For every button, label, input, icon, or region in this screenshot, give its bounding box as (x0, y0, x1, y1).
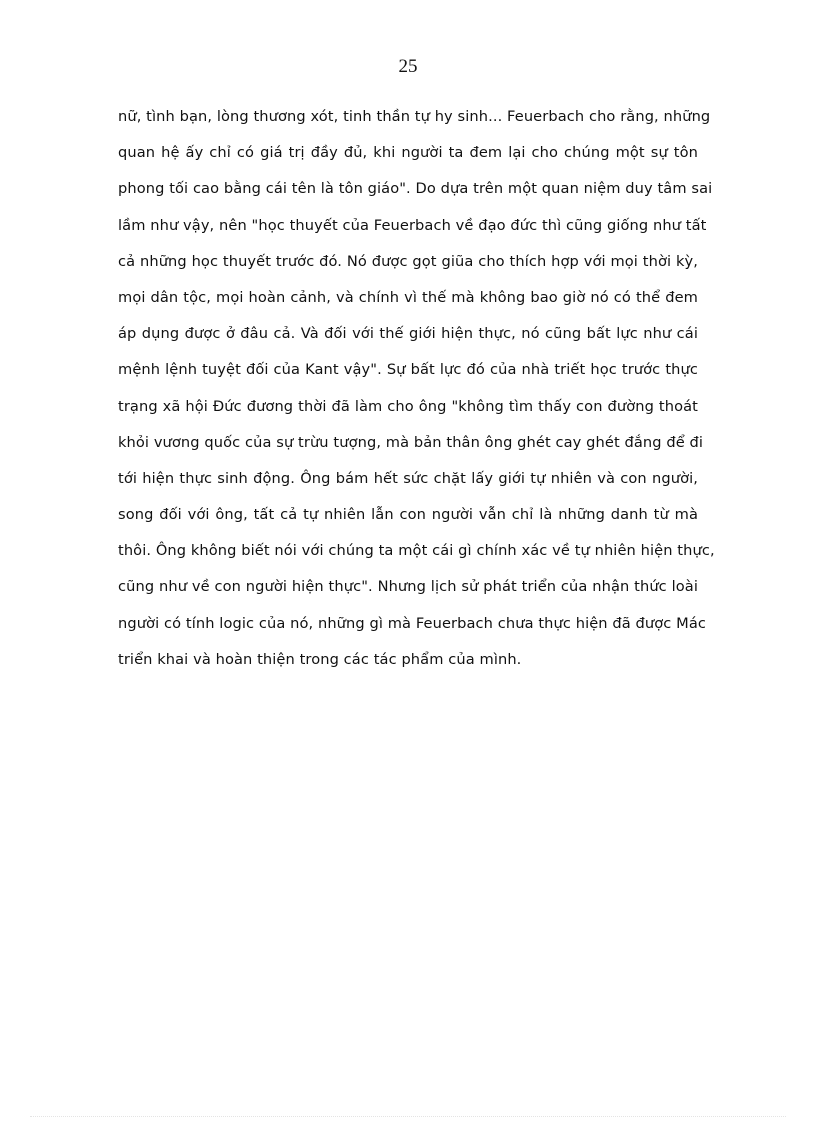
text-line: mệnh lệnh tuyệt đối của Kant vậy". Sự bất lực đó của nhà triết học trước thực (118, 361, 698, 379)
text-line: cả những học thuyết trước đó. Nó được gọt giũa cho thích hợp với mọi thời kỳ, (118, 252, 698, 270)
text-line: người có tính logic của nó, những gì mà Feuerbach chưa thực hiện đã được Mác (118, 614, 707, 632)
text-line: tới hiện thực sinh động. Ông bám hết sức chặt lấy giới tự nhiên và con người, (118, 469, 698, 487)
text-line: phong tối cao bằng cái tên là tôn giáo". Do dựa trên một quan niệm duy tâm sai (118, 180, 713, 198)
body-paragraph (118, 102, 715, 681)
text-line: cũng như về con người hiện thực". Nhưng lịch sử phát triển của nhận thức loài (118, 578, 698, 596)
text-line: quan hệ ấy chỉ có giá trị đầy đủ, khi người ta đem lại cho chúng một sự tôn (118, 144, 698, 162)
page-number: 25 (398, 56, 418, 77)
text-line: lầm như vậy, nên "học thuyết của Feuerbach về đạo đức thì cũng giống như tất (118, 216, 707, 234)
text-line: trạng xã hội Đức đương thời đã làm cho ông "không tìm thấy con đường thoát (118, 397, 698, 415)
text-line: áp dụng được ở đâu cả. Và đối với thế giới hiện thực, nó cũng bất lực như cái (118, 325, 698, 343)
page-bottom-edge (30, 1116, 786, 1117)
text-line: mọi dân tộc, mọi hoàn cảnh, và chính vì thế mà không bao giờ nó có thể đem (118, 288, 698, 306)
text-line: nữ, tình bạn, lòng thương xót, tinh thần tự hy sinh... Feuerbach cho rằng, những (118, 108, 711, 125)
text-line: triển khai và hoàn thiện trong các tác phẩm của mình. (118, 650, 522, 668)
text-line: thôi. Ông không biết nói với chúng ta một cái gì chính xác về tự nhiên hiện thực, (118, 542, 715, 560)
text-line: khỏi vương quốc của sự trừu tượng, mà bản thân ông ghét cay ghét đắng để đi (118, 433, 704, 451)
text-line: song đối với ông, tất cả tự nhiên lẫn con người vẫn chỉ là những danh từ mà (118, 506, 698, 524)
